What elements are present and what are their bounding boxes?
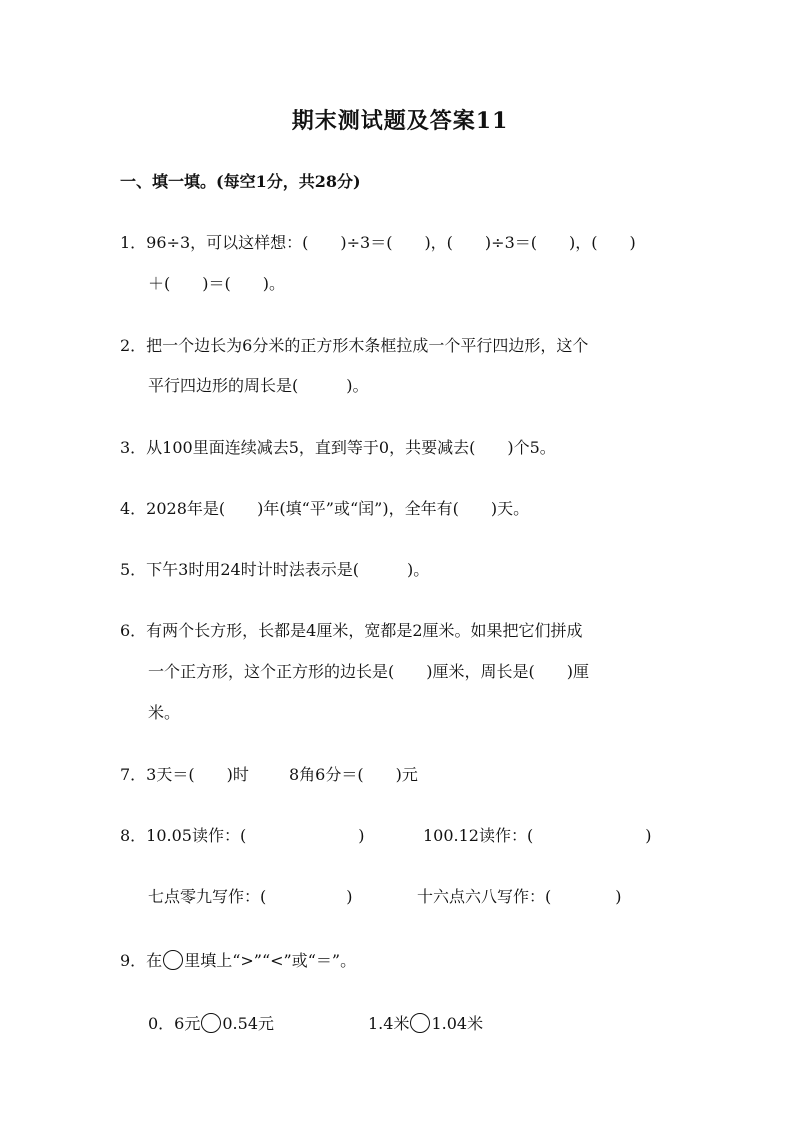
question-6-line-2: 一个正方形，这个正方形的边长是( )厘米，周长是( )厘 (148, 662, 589, 681)
question-1-line-1: 1．96÷3，可以这样想：( )÷3＝( )，( )÷3＝( )，( ) (120, 233, 636, 252)
question-9-prefix: 9．在 (120, 951, 163, 970)
question-9-compare-b (368, 1013, 483, 1034)
question-1-line-2: ＋( )＝( )。 (148, 274, 285, 293)
question-2-line-1: 2．把一个边长为6分米的正方形木条框拉成一个平行四边形，这个 (120, 336, 589, 355)
question-9-suffix: 里填上“>”“<”或“＝”。 (184, 951, 357, 970)
answer-circle[interactable] (163, 950, 183, 970)
page-title: 期末测试题及答案11 (291, 108, 509, 134)
question-2-line-2: 平行四边形的周长是( )。 (148, 376, 369, 395)
answer-circle[interactable] (410, 1013, 430, 1033)
question-8-part-b: 100.12读作：( ) (423, 826, 652, 845)
compare-a-right: 0.54元 (222, 1014, 275, 1033)
section-heading: 一、填一填。(每空1分，共28分) (120, 172, 361, 191)
question-9-compare-a (148, 1013, 274, 1034)
question-5: 5．下午3时用24时计时法表示是( )。 (120, 560, 430, 579)
question-7-part-a: 7．3天＝( )时 (120, 765, 249, 784)
question-4: 4．2028年是( )年(填“平”或“闰”)，全年有( )天。 (120, 499, 530, 518)
compare-b-right: 1.04米 (431, 1014, 484, 1033)
question-8-part-c: 七点零九写作：( ) (148, 887, 353, 906)
answer-circle[interactable] (201, 1013, 221, 1033)
question-7-part-b: 8角6分＝( )元 (289, 765, 418, 784)
question-3: 3．从100里面连续减去5，直到等于0，共要减去( )个5。 (120, 438, 556, 457)
question-8-part-d: 十六点六八写作：( ) (417, 887, 622, 906)
compare-a-left: 0．6元 (148, 1014, 201, 1033)
question-6-line-3: 米。 (148, 703, 181, 722)
question-8-part-a: 8．10.05读作：( ) (120, 826, 365, 845)
question-6-line-1: 6．有两个长方形，长都是4厘米，宽都是2厘米。如果把它们拼成 (120, 621, 583, 640)
compare-b-left: 1.4米 (368, 1014, 410, 1033)
question-9-instruction (120, 950, 356, 971)
